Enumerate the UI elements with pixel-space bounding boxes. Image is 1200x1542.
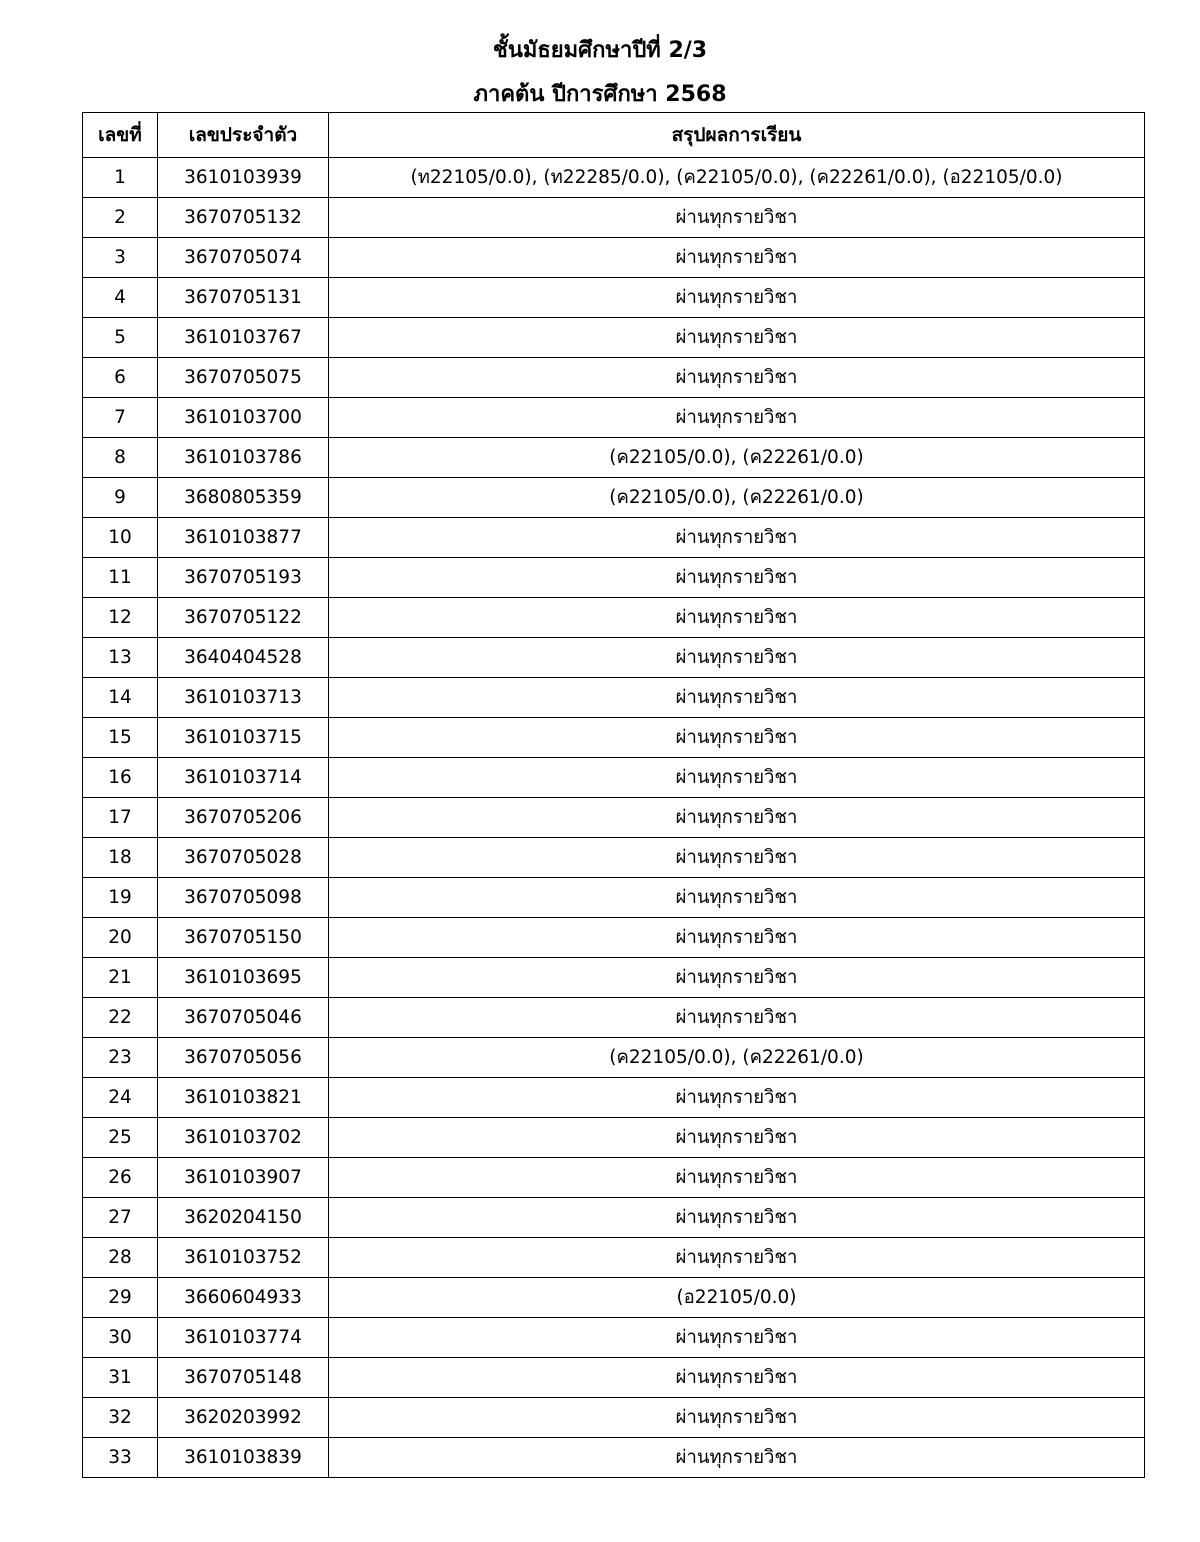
cell-summary: ผ่านทุกรายวิชา <box>329 198 1145 238</box>
table-header-row <box>83 113 1145 158</box>
cell-summary: ผ่านทุกรายวิชา <box>329 838 1145 878</box>
table-row <box>83 598 1145 638</box>
cell-student-id: 3610103839 <box>158 1438 329 1478</box>
table-row <box>83 758 1145 798</box>
cell-summary: ผ่านทุกรายวิชา <box>329 1438 1145 1478</box>
cell-student-id: 3670705131 <box>158 278 329 318</box>
cell-summary: ผ่านทุกรายวิชา <box>329 1078 1145 1118</box>
cell-number: 1 <box>83 158 158 198</box>
cell-number: 5 <box>83 318 158 358</box>
table-row <box>83 1398 1145 1438</box>
cell-summary: ผ่านทุกรายวิชา <box>329 518 1145 558</box>
table-row <box>83 1278 1145 1318</box>
table-row <box>83 838 1145 878</box>
cell-student-id: 3670705098 <box>158 878 329 918</box>
cell-number: 25 <box>83 1118 158 1158</box>
cell-summary: ผ่านทุกรายวิชา <box>329 918 1145 958</box>
table-row <box>83 518 1145 558</box>
cell-summary: ผ่านทุกรายวิชา <box>329 638 1145 678</box>
table-row <box>83 678 1145 718</box>
cell-summary: (ท22105/0.0), (ท22285/0.0), (ค22105/0.0), (ค22261/0.0), (อ22105/0.0) <box>329 158 1145 198</box>
table-row <box>83 238 1145 278</box>
cell-number: 6 <box>83 358 158 398</box>
cell-student-id: 3610103715 <box>158 718 329 758</box>
table-row <box>83 1038 1145 1078</box>
table-row <box>83 1438 1145 1478</box>
table-row <box>83 358 1145 398</box>
cell-summary: ผ่านทุกรายวิชา <box>329 758 1145 798</box>
table-row <box>83 718 1145 758</box>
cell-student-id: 3610103939 <box>158 158 329 198</box>
cell-student-id: 3610103821 <box>158 1078 329 1118</box>
table-row <box>83 158 1145 198</box>
cell-summary: (ค22105/0.0), (ค22261/0.0) <box>329 1038 1145 1078</box>
cell-number: 16 <box>83 758 158 798</box>
cell-summary: ผ่านทุกรายวิชา <box>329 718 1145 758</box>
cell-summary: ผ่านทุกรายวิชา <box>329 998 1145 1038</box>
cell-summary: ผ่านทุกรายวิชา <box>329 1398 1145 1438</box>
cell-summary: ผ่านทุกรายวิชา <box>329 358 1145 398</box>
cell-summary: ผ่านทุกรายวิชา <box>329 1238 1145 1278</box>
cell-number: 8 <box>83 438 158 478</box>
cell-number: 31 <box>83 1358 158 1398</box>
cell-summary: (อ22105/0.0) <box>329 1278 1145 1318</box>
cell-student-id: 3610103713 <box>158 678 329 718</box>
table-row <box>83 998 1145 1038</box>
cell-summary: ผ่านทุกรายวิชา <box>329 558 1145 598</box>
column-header-summary: สรุปผลการเรียน <box>329 113 1145 158</box>
cell-student-id: 3670705148 <box>158 1358 329 1398</box>
cell-number: 27 <box>83 1198 158 1238</box>
cell-number: 15 <box>83 718 158 758</box>
cell-number: 29 <box>83 1278 158 1318</box>
cell-summary: ผ่านทุกรายวิชา <box>329 238 1145 278</box>
cell-number: 24 <box>83 1078 158 1118</box>
cell-number: 30 <box>83 1318 158 1358</box>
cell-summary: ผ่านทุกรายวิชา <box>329 278 1145 318</box>
cell-number: 13 <box>83 638 158 678</box>
table-row <box>83 398 1145 438</box>
cell-summary: ผ่านทุกรายวิชา <box>329 878 1145 918</box>
table-row <box>83 1198 1145 1238</box>
table-row <box>83 1358 1145 1398</box>
cell-student-id: 3610103774 <box>158 1318 329 1358</box>
table-row <box>83 638 1145 678</box>
cell-student-id: 3670705150 <box>158 918 329 958</box>
cell-number: 18 <box>83 838 158 878</box>
cell-student-id: 3610103877 <box>158 518 329 558</box>
cell-student-id: 3620204150 <box>158 1198 329 1238</box>
cell-summary: ผ่านทุกรายวิชา <box>329 678 1145 718</box>
column-header-student-id: เลขประจำตัว <box>158 113 329 158</box>
cell-student-id: 3640404528 <box>158 638 329 678</box>
cell-number: 2 <box>83 198 158 238</box>
table-row <box>83 438 1145 478</box>
cell-student-id: 3660604933 <box>158 1278 329 1318</box>
cell-student-id: 3610103702 <box>158 1118 329 1158</box>
cell-student-id: 3610103700 <box>158 398 329 438</box>
cell-number: 14 <box>83 678 158 718</box>
cell-summary: ผ่านทุกรายวิชา <box>329 1198 1145 1238</box>
cell-student-id: 3680805359 <box>158 478 329 518</box>
table-row <box>83 558 1145 598</box>
cell-number: 21 <box>83 958 158 998</box>
cell-summary: (ค22105/0.0), (ค22261/0.0) <box>329 478 1145 518</box>
cell-summary: ผ่านทุกรายวิชา <box>329 1358 1145 1398</box>
table-row <box>83 1158 1145 1198</box>
cell-student-id: 3670705046 <box>158 998 329 1038</box>
cell-student-id: 3610103786 <box>158 438 329 478</box>
cell-number: 17 <box>83 798 158 838</box>
results-table <box>82 112 1145 1478</box>
table-row <box>83 198 1145 238</box>
table-row <box>83 878 1145 918</box>
table-row <box>83 478 1145 518</box>
cell-summary: ผ่านทุกรายวิชา <box>329 1118 1145 1158</box>
cell-summary: ผ่านทุกรายวิชา <box>329 598 1145 638</box>
page-subtitle-term: ภาคต้น ปีการศึกษา 2568 <box>473 82 727 107</box>
table-row <box>83 958 1145 998</box>
cell-number: 23 <box>83 1038 158 1078</box>
cell-student-id: 3670705132 <box>158 198 329 238</box>
cell-number: 12 <box>83 598 158 638</box>
table-row <box>83 798 1145 838</box>
results-table-body <box>83 158 1145 1478</box>
cell-number: 4 <box>83 278 158 318</box>
cell-number: 19 <box>83 878 158 918</box>
cell-summary: (ค22105/0.0), (ค22261/0.0) <box>329 438 1145 478</box>
cell-number: 22 <box>83 998 158 1038</box>
cell-summary: ผ่านทุกรายวิชา <box>329 1158 1145 1198</box>
cell-number: 32 <box>83 1398 158 1438</box>
cell-student-id: 3610103714 <box>158 758 329 798</box>
cell-student-id: 3620203992 <box>158 1398 329 1438</box>
table-row <box>83 1318 1145 1358</box>
cell-number: 10 <box>83 518 158 558</box>
cell-student-id: 3670705056 <box>158 1038 329 1078</box>
table-row <box>83 918 1145 958</box>
cell-summary: ผ่านทุกรายวิชา <box>329 958 1145 998</box>
cell-student-id: 3670705074 <box>158 238 329 278</box>
cell-student-id: 3610103767 <box>158 318 329 358</box>
table-row <box>83 1078 1145 1118</box>
cell-summary: ผ่านทุกรายวิชา <box>329 1318 1145 1358</box>
cell-student-id: 3610103695 <box>158 958 329 998</box>
table-row <box>83 1118 1145 1158</box>
page-title-class: ชั้นมัธยมศึกษาปีที่ 2/3 <box>492 38 708 63</box>
cell-summary: ผ่านทุกรายวิชา <box>329 798 1145 838</box>
cell-number: 33 <box>83 1438 158 1478</box>
column-header-number: เลขที่ <box>83 113 158 158</box>
cell-number: 7 <box>83 398 158 438</box>
cell-summary: ผ่านทุกรายวิชา <box>329 318 1145 358</box>
cell-number: 11 <box>83 558 158 598</box>
cell-student-id: 3610103907 <box>158 1158 329 1198</box>
cell-student-id: 3670705028 <box>158 838 329 878</box>
cell-student-id: 3670705122 <box>158 598 329 638</box>
cell-number: 20 <box>83 918 158 958</box>
cell-student-id: 3670705193 <box>158 558 329 598</box>
cell-number: 3 <box>83 238 158 278</box>
cell-student-id: 3610103752 <box>158 1238 329 1278</box>
cell-student-id: 3670705206 <box>158 798 329 838</box>
cell-summary: ผ่านทุกรายวิชา <box>329 398 1145 438</box>
cell-number: 9 <box>83 478 158 518</box>
cell-number: 28 <box>83 1238 158 1278</box>
table-row <box>83 1238 1145 1278</box>
table-row <box>83 318 1145 358</box>
cell-student-id: 3670705075 <box>158 358 329 398</box>
cell-number: 26 <box>83 1158 158 1198</box>
table-row <box>83 278 1145 318</box>
